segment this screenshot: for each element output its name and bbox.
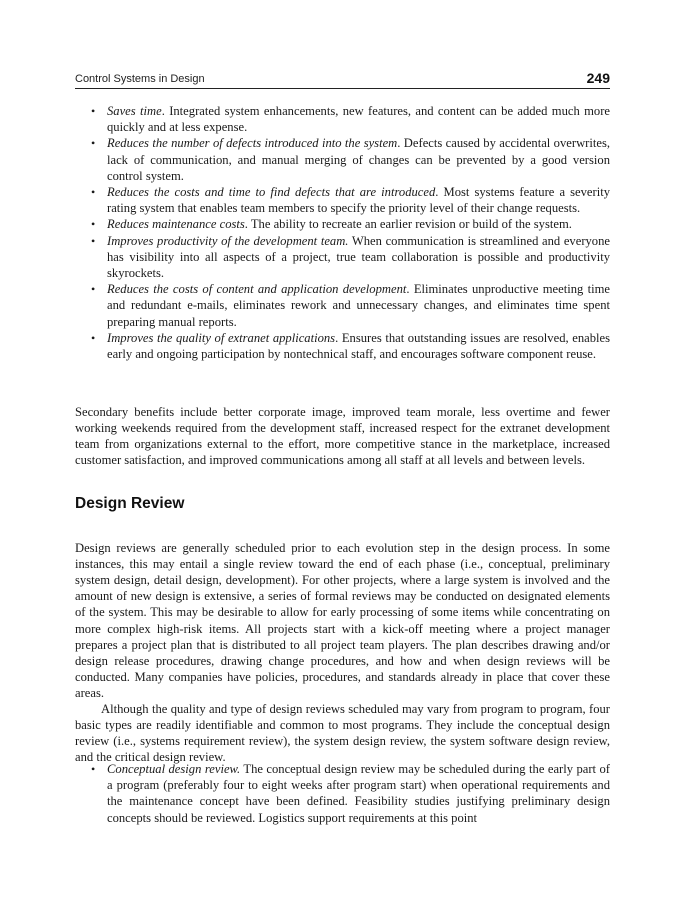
bullet-text: . Eliminates unproductive meeting time and redundant e-mails, eliminates rework and unnecessary changes, and eliminates time spent preparing manual reports. [107, 282, 610, 329]
list-item [75, 330, 610, 362]
section-heading: Design Review [75, 495, 185, 512]
list-item [75, 233, 610, 282]
bullet-text: When communication is streamlined and everyone has visibility into all aspects of a project, true team collaboration is possible and productivity skyrockets. [107, 233, 610, 281]
bullet-lead: Improves productivity of the development team. [107, 233, 349, 248]
list-item [75, 184, 610, 216]
design-review-paragraph-1: Design reviews are generally scheduled prior to each evolution step in the design process. In some instances, this may entail a single review toward the end of each phase (i.e., conceptual, preliminary system design, detail design, development). For other projects, where a large system is involved and the amount of new design is extensive, a series of formal reviews may be conducted on designated elements of the system. This may be desirable to allow for early processing of some items while concentrating on more complex high-risk items. All projects start with a kick-off meeting where a project manager prepares a project plan that is distributed to all project team players. The plan describes drawing and/or design release procedures, drawing change procedures, and how and when design reviews will be conducted. Many companies have policies, procedures, and standards already in place that cover these areas. [75, 540, 610, 701]
benefits-list [75, 103, 610, 362]
list-item [75, 103, 610, 135]
running-header [75, 70, 610, 89]
bullet-text: . The ability to recreate an earlier revision or build of the system. [244, 217, 572, 232]
bullet-lead: Conceptual design review. [107, 762, 241, 776]
bullet-lead: Saves time [107, 104, 162, 118]
bullet-text: The conceptual design review may be scheduled during the early part of a program (preferably four to eight weeks after program start) when operational requirements and the maintenance concept have been defined. Feasibility studies justifying preliminary design concepts should be reviewed. Logistics support requirements at this point [107, 762, 610, 825]
list-item [75, 135, 610, 184]
bullet-lead: Reduces the number of defects introduced into the system [107, 136, 398, 151]
bullet-text: . Defects caused by accidental overwrites, lack of communication, and manual merging of changes can be prevented by a good version control system. [107, 136, 610, 183]
page-number: 249 [586, 70, 610, 86]
bullet-lead: Reduces the costs and time to find defects that are introduced [107, 185, 436, 200]
list-item [75, 761, 610, 826]
review-types-list [75, 761, 610, 826]
bullet-text: . Most systems feature a severity rating system that enables team members to specify the priority level of their change requests. [107, 185, 610, 216]
bullet-text: . Ensures that outstanding issues are resolved, enables early and ongoing participation by nontechnical staff, and encourages software component reuse. [107, 330, 611, 362]
running-title: Control Systems in Design [75, 73, 205, 85]
bullet-text: . Integrated system enhancements, new features, and content can be added much more quickly and at less expense. [107, 104, 610, 135]
bullet-lead: Reduces the costs of content and application development [107, 282, 407, 297]
bullet-lead: Improves the quality of extranet applications [107, 330, 336, 345]
design-review-paragraph-2: Although the quality and type of design reviews scheduled may vary from program to program, four basic types are readily identifiable and common to most programs. They include the conceptual design review (i.e., systems requirement review), the system design review, the system software design review, and the critical design review. [75, 701, 610, 765]
bullet-lead: Reduces maintenance costs [107, 217, 245, 232]
list-item [75, 216, 610, 232]
list-item [75, 281, 610, 330]
secondary-benefits-paragraph: Secondary benefits include better corporate image, improved team morale, less overtime and fewer working weekends required from the development staff, increased respect for the extranet development team from organizations external to the effort, more competitive stance in the marketplace, increased customer satisfaction, and improved communications among all staff at all levels and between levels. [75, 404, 610, 468]
